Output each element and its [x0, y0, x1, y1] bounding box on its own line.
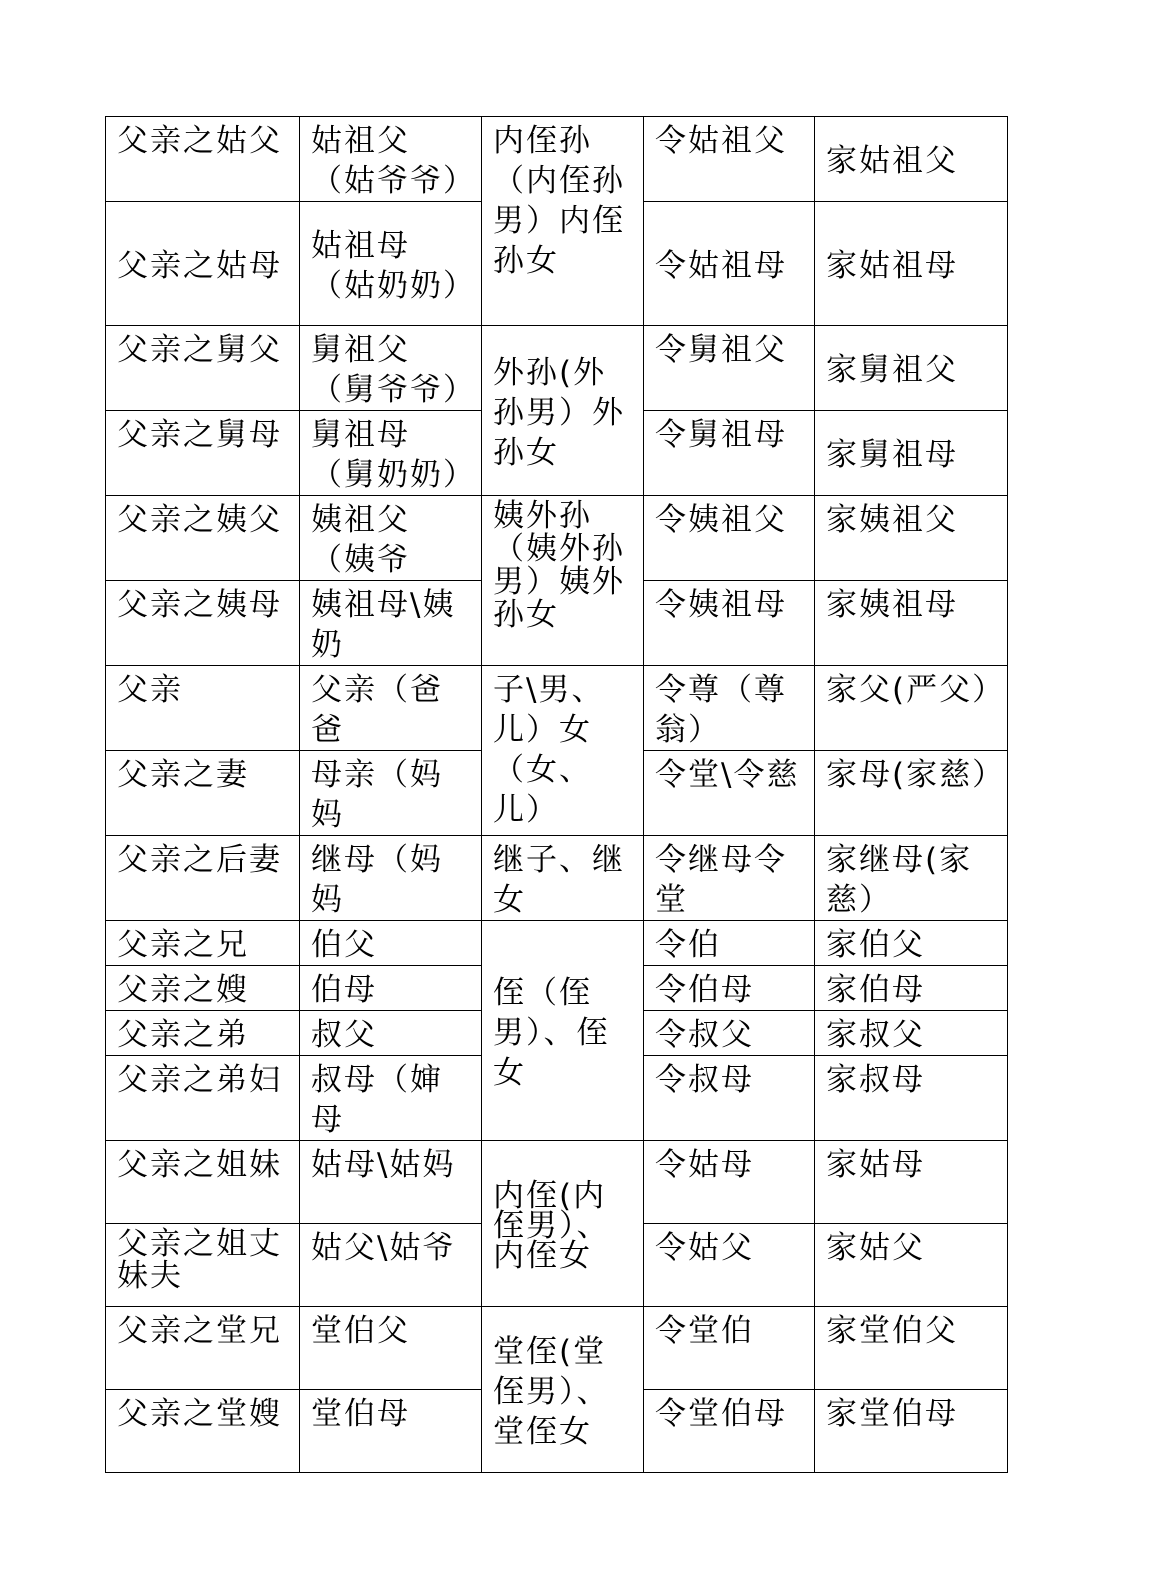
- relation-cell: 父亲之妻: [106, 751, 300, 836]
- humble-cell: 家姨祖父: [815, 496, 1008, 581]
- address-cell: 堂伯母: [300, 1390, 482, 1473]
- humble-cell: 家伯母: [815, 966, 1008, 1011]
- table-row: [106, 496, 1008, 581]
- address-cell: 堂伯父: [300, 1307, 482, 1390]
- address-cell: 伯父: [300, 921, 482, 966]
- address-cell: 舅祖母（舅奶奶）: [300, 411, 482, 496]
- address-cell: 叔母（婶母: [300, 1056, 482, 1141]
- honorific-cell: 令伯母: [644, 966, 815, 1011]
- honorific-cell: 令姑父: [644, 1224, 815, 1307]
- address-cell: 伯母: [300, 966, 482, 1011]
- self-term-cell: 内侄(内侄男）、内侄女: [482, 1141, 644, 1307]
- honorific-cell: 令舅祖父: [644, 326, 815, 411]
- honorific-cell: 令继母令堂: [644, 836, 815, 921]
- self-term-cell: 继子、继女: [482, 836, 644, 921]
- address-cell: 姨祖母\姨奶: [300, 581, 482, 666]
- address-cell: 叔父: [300, 1011, 482, 1056]
- humble-cell: 家堂伯父: [815, 1307, 1008, 1390]
- address-cell: 母亲（妈妈: [300, 751, 482, 836]
- relation-cell: 父亲之后妻: [106, 836, 300, 921]
- humble-cell: 家姨祖母: [815, 581, 1008, 666]
- relation-cell: 父亲之舅母: [106, 411, 300, 496]
- honorific-cell: 令姨祖父: [644, 496, 815, 581]
- table-row: [106, 117, 1008, 202]
- relation-cell: 父亲之堂兄: [106, 1307, 300, 1390]
- honorific-cell: 令叔母: [644, 1056, 815, 1141]
- honorific-cell: 令姑母: [644, 1141, 815, 1224]
- relation-cell: 父亲之姨母: [106, 581, 300, 666]
- humble-cell: 家叔父: [815, 1011, 1008, 1056]
- honorific-cell: 令姑祖母: [644, 202, 815, 326]
- humble-cell: 家母(家慈）: [815, 751, 1008, 836]
- honorific-cell: 令叔父: [644, 1011, 815, 1056]
- relation-cell: 父亲之嫂: [106, 966, 300, 1011]
- table-row: [106, 326, 1008, 411]
- address-cell: 姑父\姑爷: [300, 1224, 482, 1307]
- table-body: [106, 117, 1008, 1473]
- self-term-cell: 内侄孙（内侄孙男）内侄孙女: [482, 117, 644, 326]
- kinship-table: [105, 116, 1008, 1473]
- humble-cell: 家姑祖父: [815, 117, 1008, 202]
- honorific-cell: 令姑祖父: [644, 117, 815, 202]
- honorific-cell: 令舅祖母: [644, 411, 815, 496]
- honorific-cell: 令堂伯: [644, 1307, 815, 1390]
- address-cell: 父亲（爸爸: [300, 666, 482, 751]
- table-row: [106, 666, 1008, 751]
- address-cell: 继母（妈妈: [300, 836, 482, 921]
- humble-cell: 家姑祖母: [815, 202, 1008, 326]
- honorific-cell: 令伯: [644, 921, 815, 966]
- relation-cell: 父亲之舅父: [106, 326, 300, 411]
- table-row: [106, 836, 1008, 921]
- honorific-cell: 令堂\令慈: [644, 751, 815, 836]
- relation-cell: 父亲之姐妹: [106, 1141, 300, 1224]
- self-term-cell: 侄（侄男）、侄女: [482, 921, 644, 1141]
- honorific-cell: 令姨祖母: [644, 581, 815, 666]
- relation-cell: 父亲之弟妇: [106, 1056, 300, 1141]
- relation-cell: 父亲之堂嫂: [106, 1390, 300, 1473]
- honorific-cell: 令堂伯母: [644, 1390, 815, 1473]
- humble-cell: 家姑母: [815, 1141, 1008, 1224]
- relation-cell: 父亲之姑母: [106, 202, 300, 326]
- humble-cell: 家堂伯母: [815, 1390, 1008, 1473]
- relation-cell: 父亲: [106, 666, 300, 751]
- relation-cell: 父亲之兄: [106, 921, 300, 966]
- address-cell: 舅祖父（舅爷爷）: [300, 326, 482, 411]
- humble-cell: 家姑父: [815, 1224, 1008, 1307]
- address-cell: 姑祖母（姑奶奶）: [300, 202, 482, 326]
- relation-cell: 父亲之弟: [106, 1011, 300, 1056]
- table-row: [106, 921, 1008, 966]
- address-cell: 姑母\姑妈: [300, 1141, 482, 1224]
- humble-cell: 家父(严父）: [815, 666, 1008, 751]
- table-row: [106, 1307, 1008, 1390]
- relation-cell: 父亲之姐丈妹夫: [106, 1224, 300, 1307]
- humble-cell: 家伯父: [815, 921, 1008, 966]
- self-term-cell: 子\男、儿）女（女、儿）: [482, 666, 644, 836]
- honorific-cell: 令尊（尊翁）: [644, 666, 815, 751]
- humble-cell: 家叔母: [815, 1056, 1008, 1141]
- self-term-cell: 堂侄(堂侄男）、堂侄女: [482, 1307, 644, 1473]
- humble-cell: 家舅祖父: [815, 326, 1008, 411]
- humble-cell: 家继母(家慈）: [815, 836, 1008, 921]
- humble-cell: 家舅祖母: [815, 411, 1008, 496]
- address-cell: 姑祖父（姑爷爷）: [300, 117, 482, 202]
- table-row: [106, 1141, 1008, 1224]
- relation-cell: 父亲之姨父: [106, 496, 300, 581]
- relation-cell: 父亲之姑父: [106, 117, 300, 202]
- self-term-cell: 姨外孙（姨外孙男）姨外孙女: [482, 496, 644, 666]
- self-term-cell: 外孙(外孙男）外孙女: [482, 326, 644, 496]
- address-cell: 姨祖父（姨爷: [300, 496, 482, 581]
